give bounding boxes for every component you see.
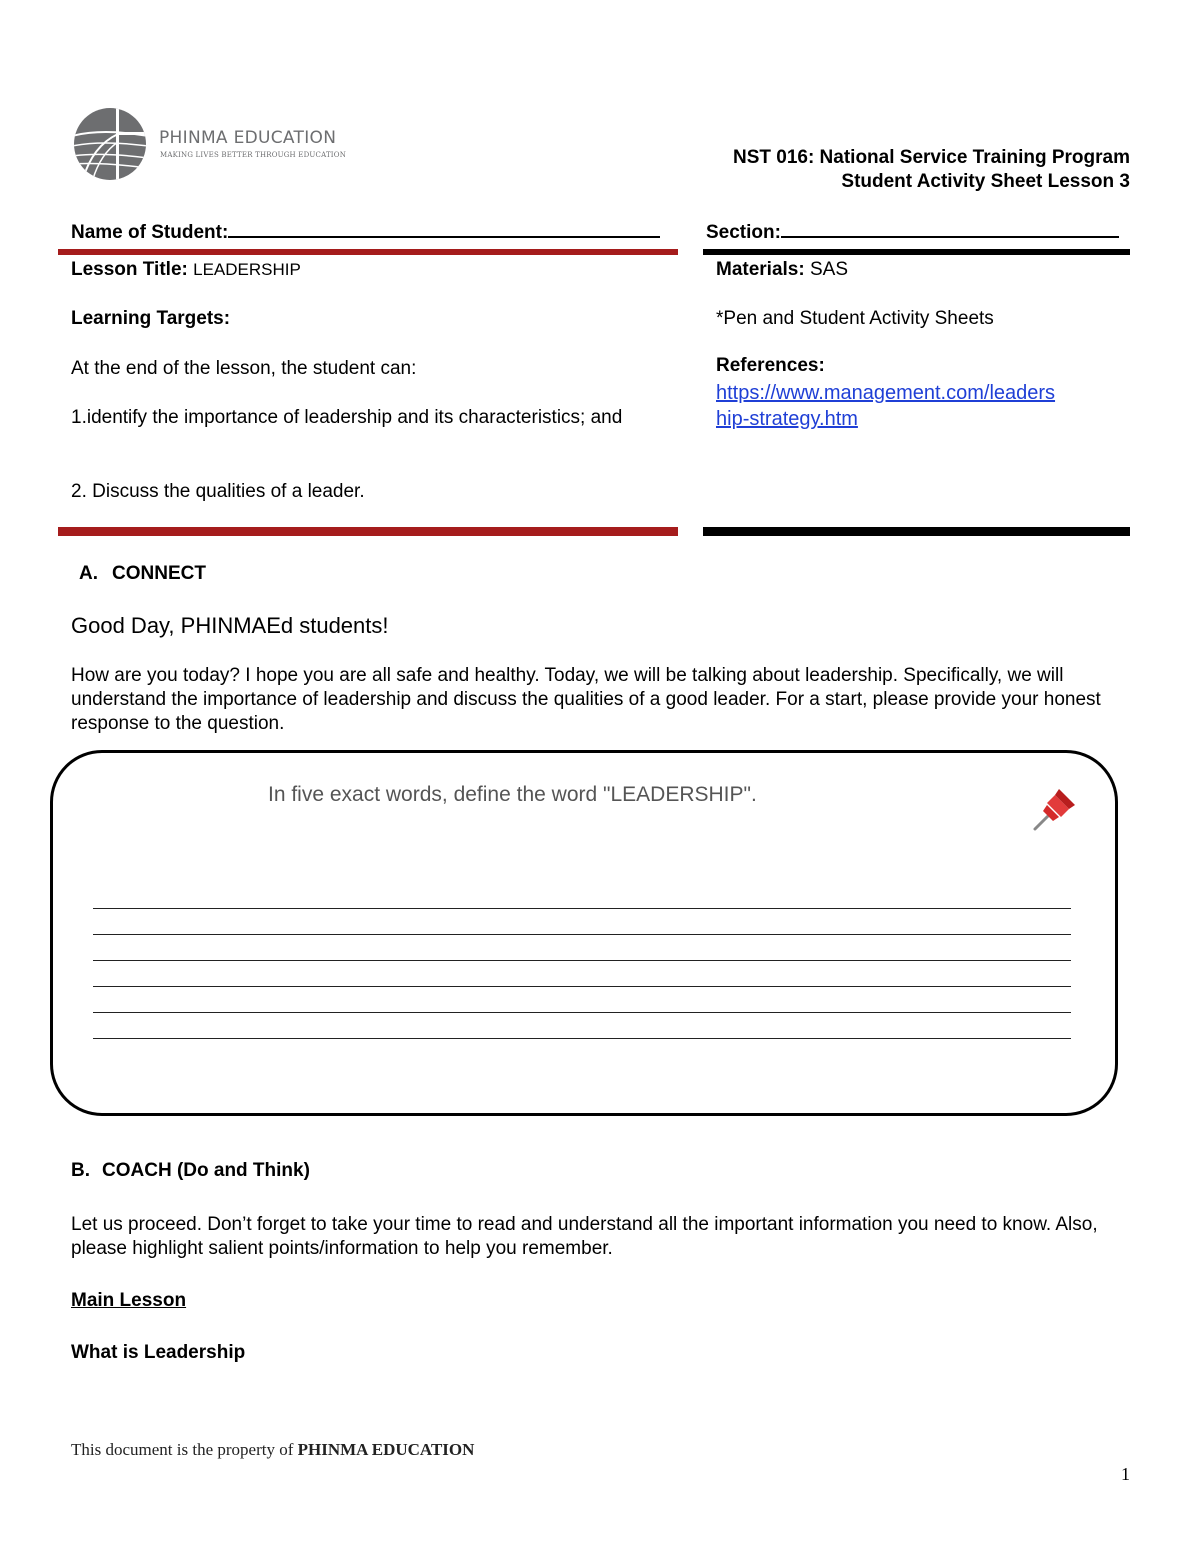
student-name-blank[interactable] [228,218,660,238]
connect-paragraph: How are you today? I hope you are all safe and healthy. Today, we will be talking about leadership. Specifically, we will understand the importance of leadership and discuss the qualities of a good leader. For a start, please provide your honest response to the question. [71,665,1101,734]
coach-heading-letter: B. [71,1160,90,1181]
coach-heading [71,1159,310,1183]
footer-note [71,1440,474,1460]
learning-target-1: 1.identify the importance of leadership and its characteristics; and [71,407,623,428]
top-divider-red [58,249,678,255]
greeting: Good Day, PHINMAEd students! [71,613,389,638]
materials-label: Materials: [716,259,805,280]
section-field [706,218,1119,244]
reference-link[interactable] [716,380,1055,432]
logo-name: PHINMA EDUCATION [159,128,337,148]
section-label: Section: [706,222,781,243]
pushpin-icon [1031,785,1079,838]
page-number: 1 [1121,1464,1130,1484]
answer-prompt: In five exact words, define the word "LEADERSHIP". [268,783,757,806]
lesson-title [71,258,301,282]
footer-owner: PHINMA EDUCATION [297,1440,475,1459]
phinma-globe-icon [72,106,156,182]
connect-heading-text: CONNECT [112,563,206,584]
course-header [733,146,1130,194]
coach-heading-text: COACH (Do and Think) [102,1160,310,1181]
what-is-leadership-heading: What is Leadership [71,1342,246,1363]
answer-line[interactable] [93,908,1071,909]
reference-link-line1[interactable]: https://www.management.com/leaders [716,382,1056,404]
learning-intro: At the end of the lesson, the student can: [71,358,417,379]
reference-link-line2[interactable]: hip-strategy.htm [716,408,858,430]
footer-prefix: This document is the property of [71,1440,298,1459]
answer-line[interactable] [93,1012,1071,1013]
lesson-title-value: LEADERSHIP [193,260,301,279]
logo-tagline: MAKING LIVES BETTER THROUGH EDUCATION [160,151,347,159]
learning-targets-label: Learning Targets: [71,308,231,329]
sheet-title: Student Activity Sheet Lesson 3 [841,171,1130,192]
main-lesson-heading: Main Lesson [71,1290,187,1311]
learning-target-2: 2. Discuss the qualities of a leader. [71,481,365,502]
connect-heading [79,562,206,586]
course-code: NST 016 [732,147,808,168]
section-blank[interactable] [781,218,1119,238]
answer-line[interactable] [93,986,1071,987]
top-divider-black [703,249,1130,255]
references-label: References: [716,355,825,376]
materials-value: SAS [804,259,849,280]
coach-paragraph: Let us proceed. Don’t forget to take your time to read and understand all the important information you need to know. Also, please highlight salient points/information to help you remember. [71,1214,1098,1259]
bottom-divider-black [703,527,1130,536]
course-title: : National Service Training Program [807,147,1130,168]
materials [716,258,848,282]
student-name-label: Name of Student: [71,222,229,243]
answer-line[interactable] [93,934,1071,935]
student-name-field [71,218,660,244]
answer-line[interactable] [93,1038,1071,1039]
bottom-divider-red [58,527,678,536]
connect-heading-letter: A. [79,563,98,584]
lesson-title-label: Lesson Title: [71,259,194,280]
answer-box [50,750,1118,1116]
answer-line[interactable] [93,960,1071,961]
materials-item: *Pen and Student Activity Sheets [716,308,994,329]
